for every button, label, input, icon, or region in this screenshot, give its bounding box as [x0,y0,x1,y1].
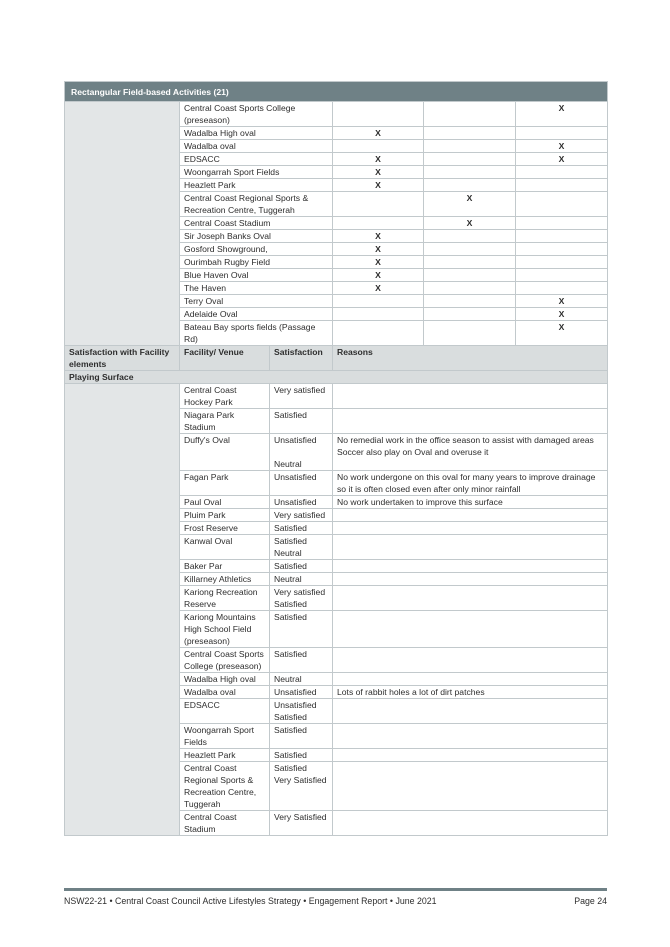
mark-cell: X [516,308,608,321]
venue-name: Central Coast Regional Sports & Recreation Centre, Tuggerah [180,192,333,217]
reason-cell [333,648,608,673]
mark-cell [333,140,424,153]
mark-cell: X [516,102,608,127]
venue-name: Gosford Showground, [180,243,333,256]
venue-cell: Pluim Park [180,509,270,522]
mark-cell [424,102,516,127]
satisfaction-cell: Neutral [270,573,333,586]
section-header-row [65,82,608,102]
mark-cell [516,217,608,230]
satisfaction-cell: Unsatisfied Satisfied [270,699,333,724]
mark-cell: X [516,321,608,346]
reason-cell [333,699,608,724]
venue-cell: Frost Reserve [180,522,270,535]
venue-cell: Paul Oval [180,496,270,509]
satisfaction-cell: Satisfied [270,648,333,673]
venue-cell: Duffy's Oval [180,434,270,471]
mark-cell [424,140,516,153]
venue-cell: Central Coast Sports College (preseason) [180,648,270,673]
satisfaction-cell: Very Satisfied [270,811,333,836]
satisfaction-cell: Satisfied [270,409,333,434]
venue-cell: Kariong Recreation Reserve [180,586,270,611]
venue-name: Heazlett Park [180,179,333,192]
mark-cell [516,243,608,256]
column-header: Satisfaction [270,346,333,371]
mark-cell [424,295,516,308]
reason-cell [333,673,608,686]
venue-name: Central Coast Stadium [180,217,333,230]
reason-cell [333,811,608,836]
mark-cell: X [424,192,516,217]
satisfaction-cell: Satisfied [270,560,333,573]
mark-cell: X [333,179,424,192]
venue-name: Blue Haven Oval [180,269,333,282]
mark-cell: X [516,140,608,153]
mark-cell: X [424,217,516,230]
mark-cell [424,308,516,321]
satisfaction-cell: Satisfied Neutral [270,535,333,560]
venue-cell: Central Coast Stadium [180,811,270,836]
venue-cell: Kanwal Oval [180,535,270,560]
reason-cell [333,560,608,573]
reason-cell [333,611,608,648]
mark-cell [424,269,516,282]
mark-cell [333,192,424,217]
satisfaction-cell: Very satisfied [270,384,333,409]
venue-cell: Heazlett Park [180,749,270,762]
mark-cell [424,179,516,192]
venue-cell: Central Coast Regional Sports & Recreation Centre, Tuggerah [180,762,270,811]
column-header: Reasons [333,346,608,371]
reason-cell [333,573,608,586]
venue-name: Ourimbah Rugby Field [180,256,333,269]
satisfaction-cell: Unsatisfied [270,496,333,509]
venue-cell: Niagara Park Stadium [180,409,270,434]
mark-cell: X [333,282,424,295]
venue-cell: Central Coast Hockey Park [180,384,270,409]
mark-cell: X [333,269,424,282]
venue-name: Wadalba oval [180,140,333,153]
mark-cell [516,269,608,282]
mark-cell [424,256,516,269]
mark-cell [333,295,424,308]
mark-cell: X [333,256,424,269]
satisfaction-cell: Neutral [270,673,333,686]
mark-cell [516,127,608,140]
survey-table [64,81,608,836]
category-cell [65,102,180,346]
satisfaction-cell: Satisfied [270,522,333,535]
reason-cell: No remedial work in the office season to assist with damaged areas Soccer also play on Oval and overuse it [333,434,608,471]
reason-cell: No work undertaken to improve this surface [333,496,608,509]
mark-cell: X [333,153,424,166]
mark-cell [516,256,608,269]
venue-name: Bateau Bay sports fields (Passage Rd) [180,321,333,346]
category-cell [65,384,180,836]
venue-name: Wadalba High oval [180,127,333,140]
satisfaction-row [65,384,608,409]
venue-cell: Wadalba High oval [180,673,270,686]
mark-cell: X [333,166,424,179]
venue-cell: Woongarrah Sport Fields [180,724,270,749]
venue-cell: Kariong Mountains High School Field (preseason) [180,611,270,648]
mark-cell [424,166,516,179]
satisfaction-cell: Satisfied [270,749,333,762]
reason-cell [333,749,608,762]
venue-cell: Killarney Athletics [180,573,270,586]
venue-cell: Baker Par [180,560,270,573]
column-header: Satisfaction with Facility elements [65,346,180,371]
mark-cell [424,321,516,346]
satisfaction-cell: Unsatisfied [270,471,333,496]
reason-cell [333,762,608,811]
venue-cell: Fagan Park [180,471,270,496]
reason-cell [333,509,608,522]
satisfaction-cell: Very satisfied Satisfied [270,586,333,611]
mark-cell [424,127,516,140]
mark-cell [516,230,608,243]
reason-cell: Lots of rabbit holes a lot of dirt patches [333,686,608,699]
mark-cell [424,243,516,256]
venue-name: The Haven [180,282,333,295]
reason-cell [333,586,608,611]
mark-cell [516,282,608,295]
mark-cell: X [333,127,424,140]
column-header-row [65,346,608,371]
satisfaction-cell: Satisfied Very Satisfied [270,762,333,811]
venue-name: Adelaide Oval [180,308,333,321]
satisfaction-cell: Satisfied [270,724,333,749]
satisfaction-cell: Satisfied [270,611,333,648]
venue-row [65,102,608,127]
reason-cell [333,724,608,749]
subsection-title: Playing Surface [65,371,608,384]
venue-name: Central Coast Sports College (preseason) [180,102,333,127]
venue-name: Terry Oval [180,295,333,308]
mark-cell [333,308,424,321]
mark-cell [516,166,608,179]
reason-cell [333,409,608,434]
mark-cell [424,282,516,295]
venue-name: Woongarrah Sport Fields [180,166,333,179]
mark-cell [424,230,516,243]
mark-cell: X [333,230,424,243]
mark-cell: X [333,243,424,256]
reason-cell: No work undergone on this oval for many years to improve drainage so it is often closed even after only minor rainfall [333,471,608,496]
venue-cell: EDSACC [180,699,270,724]
reason-cell [333,384,608,409]
footer-rule [64,888,607,891]
column-header: Facility/ Venue [180,346,270,371]
mark-cell [333,102,424,127]
mark-cell [516,179,608,192]
venue-name: Sir Joseph Banks Oval [180,230,333,243]
subsection-row [65,371,608,384]
page-number: Page 24 [574,896,607,906]
mark-cell [424,153,516,166]
section-title: Rectangular Field-based Activities (21) [65,82,608,102]
mark-cell [516,192,608,217]
mark-cell [333,321,424,346]
venue-name: EDSACC [180,153,333,166]
mark-cell [333,217,424,230]
mark-cell: X [516,295,608,308]
reason-cell [333,522,608,535]
mark-cell: X [516,153,608,166]
satisfaction-cell: Unsatisfied [270,686,333,699]
footer-text: NSW22-21 • Central Coast Council Active Lifestyles Strategy • Engagement Report • June 2021 [64,896,437,906]
reason-cell [333,535,608,560]
satisfaction-cell: Very satisfied [270,509,333,522]
satisfaction-cell: Unsatisfied Neutral [270,434,333,471]
venue-cell: Wadalba oval [180,686,270,699]
